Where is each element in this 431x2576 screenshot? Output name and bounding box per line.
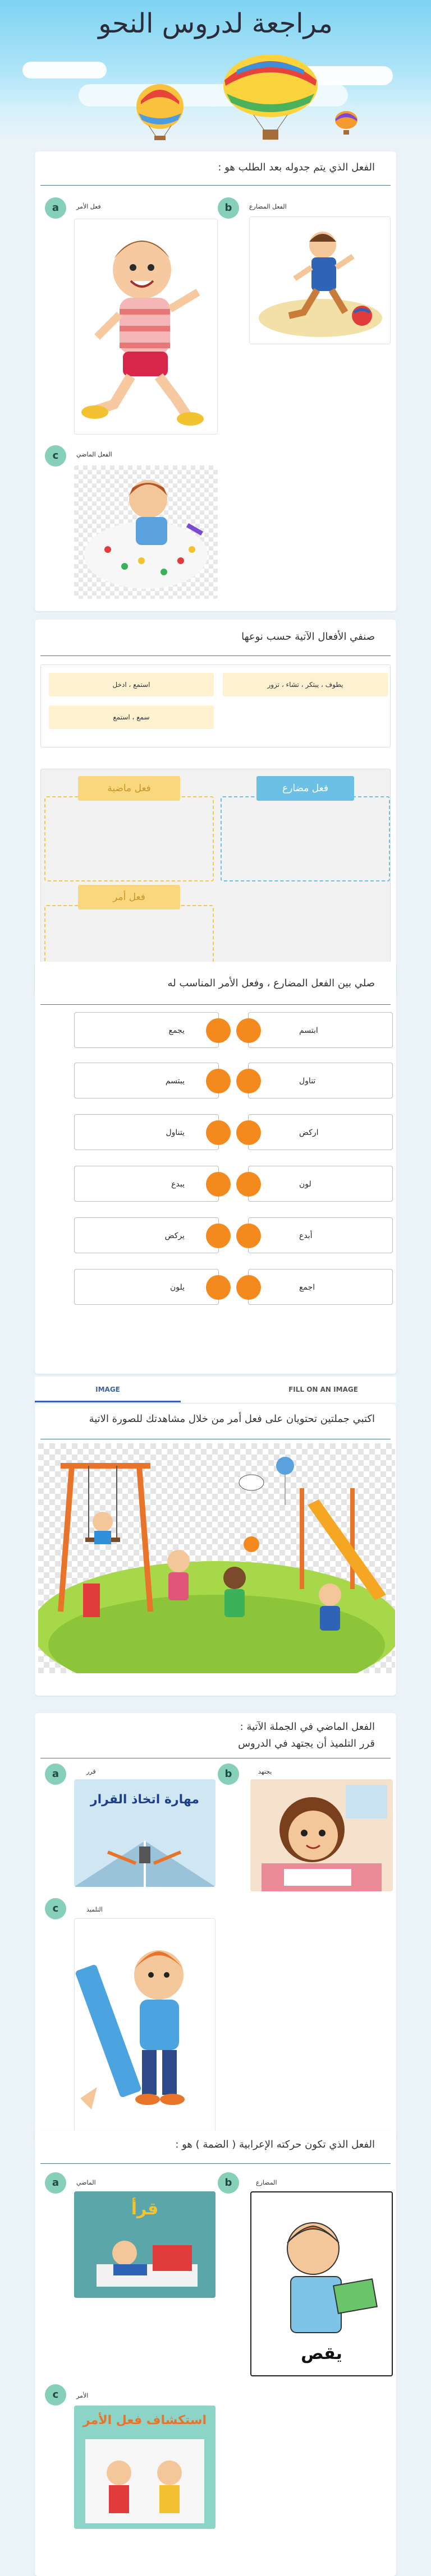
match-right-item[interactable]: تناول [248, 1063, 393, 1098]
zone-header-past: فعل ماضية [78, 776, 180, 801]
option-badge-a[interactable]: a [45, 2172, 66, 2194]
zone-header-present: فعل مضارع [256, 776, 354, 801]
painting-boy-illustration [74, 465, 218, 599]
match-right-item[interactable]: اجمع [248, 1269, 393, 1305]
divider [40, 655, 391, 656]
page-title: مراجعة لدروس النحو [98, 8, 333, 39]
option-image-b[interactable] [249, 216, 391, 344]
draggable-chip[interactable]: استمع ، ادخل [49, 673, 214, 696]
match-connector-dot[interactable] [206, 1069, 231, 1093]
question-card-4 [35, 1404, 396, 1696]
match-left-item[interactable]: يركض [74, 1217, 219, 1253]
divider [40, 2163, 391, 2164]
tab-image[interactable]: IMAGE [35, 1377, 181, 1402]
option-image-b[interactable] [250, 2191, 393, 2376]
option-badge-a[interactable]: a [45, 1764, 66, 1785]
option-badge-c[interactable]: c [45, 2384, 66, 2406]
option-badge-a[interactable]: a [45, 197, 66, 219]
divider [40, 1004, 391, 1005]
match-left-item[interactable]: يجمع [74, 1012, 219, 1048]
match-right-item[interactable]: اركض [248, 1114, 393, 1150]
hot-air-balloon-icon [332, 110, 360, 138]
match-connector-dot[interactable] [206, 1120, 231, 1145]
option-image-a[interactable] [74, 1779, 216, 1887]
question-prompt: صلي بين الفعل المضارع ، وفعل الأمر المناسب له [167, 977, 375, 989]
option-image-c[interactable] [74, 1918, 216, 2137]
question-prompt: صنفي الأفعال الآتية حسب نوعها [241, 631, 375, 643]
studying-girl-illustration [250, 1779, 393, 1891]
option-label: قرر [86, 1768, 96, 1775]
match-right-item[interactable]: لون [248, 1166, 393, 1202]
question-prompt-line2: قرر التلميذ أن يجتهد في الدروس [238, 1738, 375, 1749]
match-connector-dot[interactable] [206, 1018, 231, 1043]
option-label: الفعل المضارع [249, 203, 287, 210]
match-connector-dot[interactable] [236, 1224, 261, 1248]
tab-bar [35, 1377, 396, 1402]
option-label: الماضي [76, 2179, 96, 2186]
match-left-item[interactable]: يتناول [74, 1114, 219, 1150]
playground-image[interactable] [38, 1443, 395, 1673]
option-image-b[interactable] [250, 1779, 393, 1891]
playground-illustration [38, 1443, 395, 1673]
image-caption: قرأ [131, 2199, 159, 2219]
match-left-item[interactable]: يبدع [74, 1166, 219, 1202]
running-boy-illustration [75, 219, 218, 435]
match-connector-dot[interactable] [206, 1172, 231, 1197]
option-image-a[interactable] [74, 219, 218, 435]
boy-with-pencil-illustration [75, 1919, 216, 2137]
match-connector-dot[interactable] [236, 1172, 261, 1197]
option-badge-b[interactable]: b [218, 2172, 239, 2194]
question-prompt: الفعل الذي تكون حركته الإعرابية ( الضمة ) هو : [175, 2139, 375, 2150]
option-label: الفعل الماضي [76, 451, 112, 458]
question-prompt: اكتبي جملتين تحتويان على فعل أمر من خلال مشاهدتك للصورة الاتية [89, 1413, 375, 1425]
hot-air-balloon-icon [220, 53, 321, 140]
option-image-a[interactable] [74, 2191, 216, 2298]
divider [40, 185, 391, 186]
image-caption: استكشاف فعل الأمر [82, 2413, 207, 2427]
option-image-c[interactable] [74, 2406, 216, 2529]
match-right-item[interactable]: ابتسم [248, 1012, 393, 1048]
chips-tray [40, 664, 391, 747]
question-card-1 [35, 151, 396, 611]
option-badge-c[interactable]: c [45, 445, 66, 467]
option-label: الأمر [76, 2392, 89, 2399]
option-label: المضارع [256, 2179, 277, 2186]
image-caption: يقص [301, 2344, 342, 2363]
hot-air-balloon-icon [132, 84, 188, 140]
poster-title: مهارة اتخاذ القرار [90, 1793, 200, 1807]
cloud-decoration [22, 62, 107, 79]
drop-zone-past[interactable] [44, 796, 214, 881]
match-left-item[interactable]: يبتسم [74, 1063, 219, 1098]
option-badge-b[interactable]: b [218, 1764, 239, 1785]
match-connector-dot[interactable] [236, 1069, 261, 1093]
question-prompt: الفعل الذي يتم جدوله بعد الطلب هو : [218, 161, 375, 173]
question-card-5 [35, 1713, 396, 2139]
question-prompt-line1: الفعل الماضي في الجملة الآتية : [240, 1721, 375, 1733]
option-badge-b[interactable]: b [218, 197, 239, 219]
draggable-chip[interactable]: يطوف ، يبتكر ، تشاء ، تزور [223, 673, 388, 696]
drop-zone-present[interactable] [221, 796, 390, 881]
option-badge-c[interactable]: c [45, 1898, 66, 1919]
zone-header-imperative: فعل أمر [78, 885, 180, 910]
option-label: فعل الأمر [76, 203, 101, 210]
option-image-c[interactable] [74, 465, 218, 599]
question-card-6 [35, 2131, 396, 2576]
page-header [0, 0, 431, 140]
option-label: التلميذ [86, 1906, 103, 1913]
match-connector-dot[interactable] [236, 1120, 261, 1145]
question-card-2 [35, 620, 396, 995]
kicking-ball-boy-illustration [250, 217, 391, 344]
match-left-item[interactable]: يلون [74, 1269, 219, 1305]
option-label: يجتهد [258, 1768, 272, 1775]
match-connector-dot[interactable] [206, 1275, 231, 1300]
draggable-chip[interactable]: سمع ، استمع [49, 705, 214, 729]
match-connector-dot[interactable] [206, 1224, 231, 1248]
drop-area [40, 769, 391, 987]
match-connector-dot[interactable] [236, 1018, 261, 1043]
match-right-item[interactable]: أبدع [248, 1217, 393, 1253]
match-connector-dot[interactable] [236, 1275, 261, 1300]
question-card-3 [35, 962, 396, 1374]
tab-fill-on-image[interactable]: FILL ON AN IMAGE [288, 1386, 358, 1393]
